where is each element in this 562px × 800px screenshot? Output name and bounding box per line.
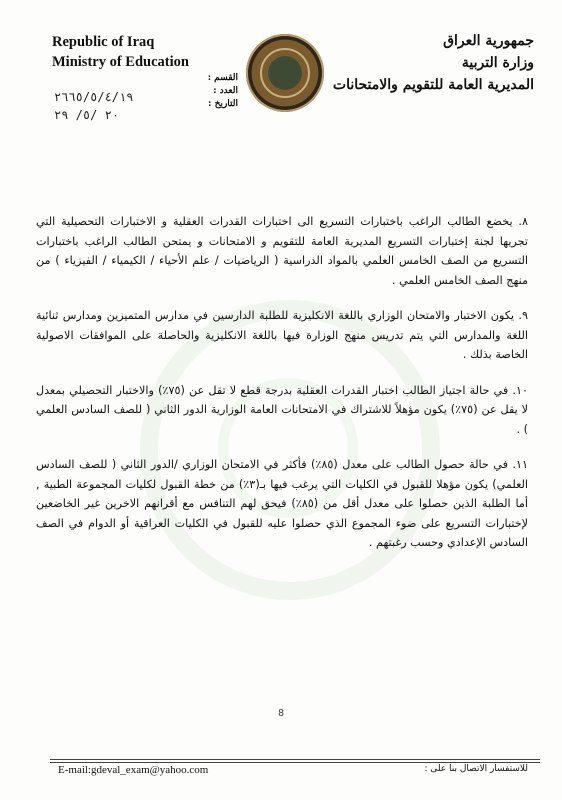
footer-email: E-mail:gdeval_exam@yahoo.com [58, 764, 209, 776]
ministry-seal [246, 34, 324, 112]
header-english [52, 32, 212, 72]
paragraph-8: ٨. يخضع الطالب الراغب باختبارات التسريع الى اختبارات القدرات العقلية و الاختبارات التحصيلية التي تجريها لجنة إختبارات التسريع المديرية العامة للتقويم و الامتحانات و يمتحن الطالب الراغب باختبارات التسريع من الصف الخامس العلمي بالمواد الدراسية ( الرياضيات / علم الأحياء / الكيمياء / الفيزياء ) من منهج الصف الخامس العلمي . [36, 215, 528, 287]
directorate-ar: المديرية العامة للتقويم والامتحانات [332, 77, 534, 93]
footer-divider [50, 759, 540, 760]
header-arabic [314, 30, 534, 96]
paragraph-10: ١٠. في حالة اجتياز الطالب اختبار القدرات العقلية بدرجة قطع لا تقل عن (٧٥٪) والاختبار التحصيلي بمعدل لا يقل عن (٧٥٪) يكون مؤهلاً للاشتراك في الامتحانات العامة الوزارية الدور الثاني ( للصف السادس العلمي ) . [36, 383, 528, 436]
field-dept: القسم : [207, 73, 238, 83]
footer-contact: للاستفسار الاتصال بنا على : [424, 764, 528, 774]
reference-fields [138, 72, 238, 111]
ministry-ar: وزارة التربية [461, 55, 534, 71]
field-date: التاريخ : [208, 99, 238, 109]
handwritten-number: ٢٦٦٥/٥/٤/١٩ [54, 90, 134, 104]
footer-divider-second [50, 762, 540, 763]
field-number: العدد : [213, 86, 238, 96]
country-en: Republic of Iraq [52, 34, 155, 50]
country-ar: جمهورية العراق [443, 33, 534, 49]
page-number: 8 [278, 708, 284, 719]
paragraph-11: ١١. في حالة حصول الطالب على معدل (٨٥٪) فأكثر في الامتحان الوزاري /الدور الثاني ( للصف السادس العلمي) يكون مؤهلا للقبول في الكليات التي يرغب فيها بـ(٣٪) من خطة القبول لكليات المجموعة الطبية , أما الطلبة الذين حصلوا على معدل أقل من (٨٥٪) فيحق لهم التنافس مع أقرانهم الاخرين غير الخاضعين لإختبارات التسريع على ضوء المجموع الذي حصلوا عليه للقبول في الكليات العراقية أو الدوام في الصف السادس الإعدادي وحسب رغبتهم . [36, 458, 529, 549]
document-body [36, 212, 528, 569]
paragraph-9: ٩. يكون الاختبار والامتحان الوزاري باللغة الانكليزية للطلبة الدارسين في مدارس المتميزين ومدارس ثنائية اللغة والمدارس التي يتم تدريس منهج الوزارة فيها باللغة الانكليزية والحاصلة على الموافقات الاصولية الخاصة بذلك . [36, 309, 528, 361]
ministry-en: Ministry of Education [52, 54, 189, 70]
handwritten-date: ٢٠ /٥/ ٢٩ [54, 108, 120, 122]
